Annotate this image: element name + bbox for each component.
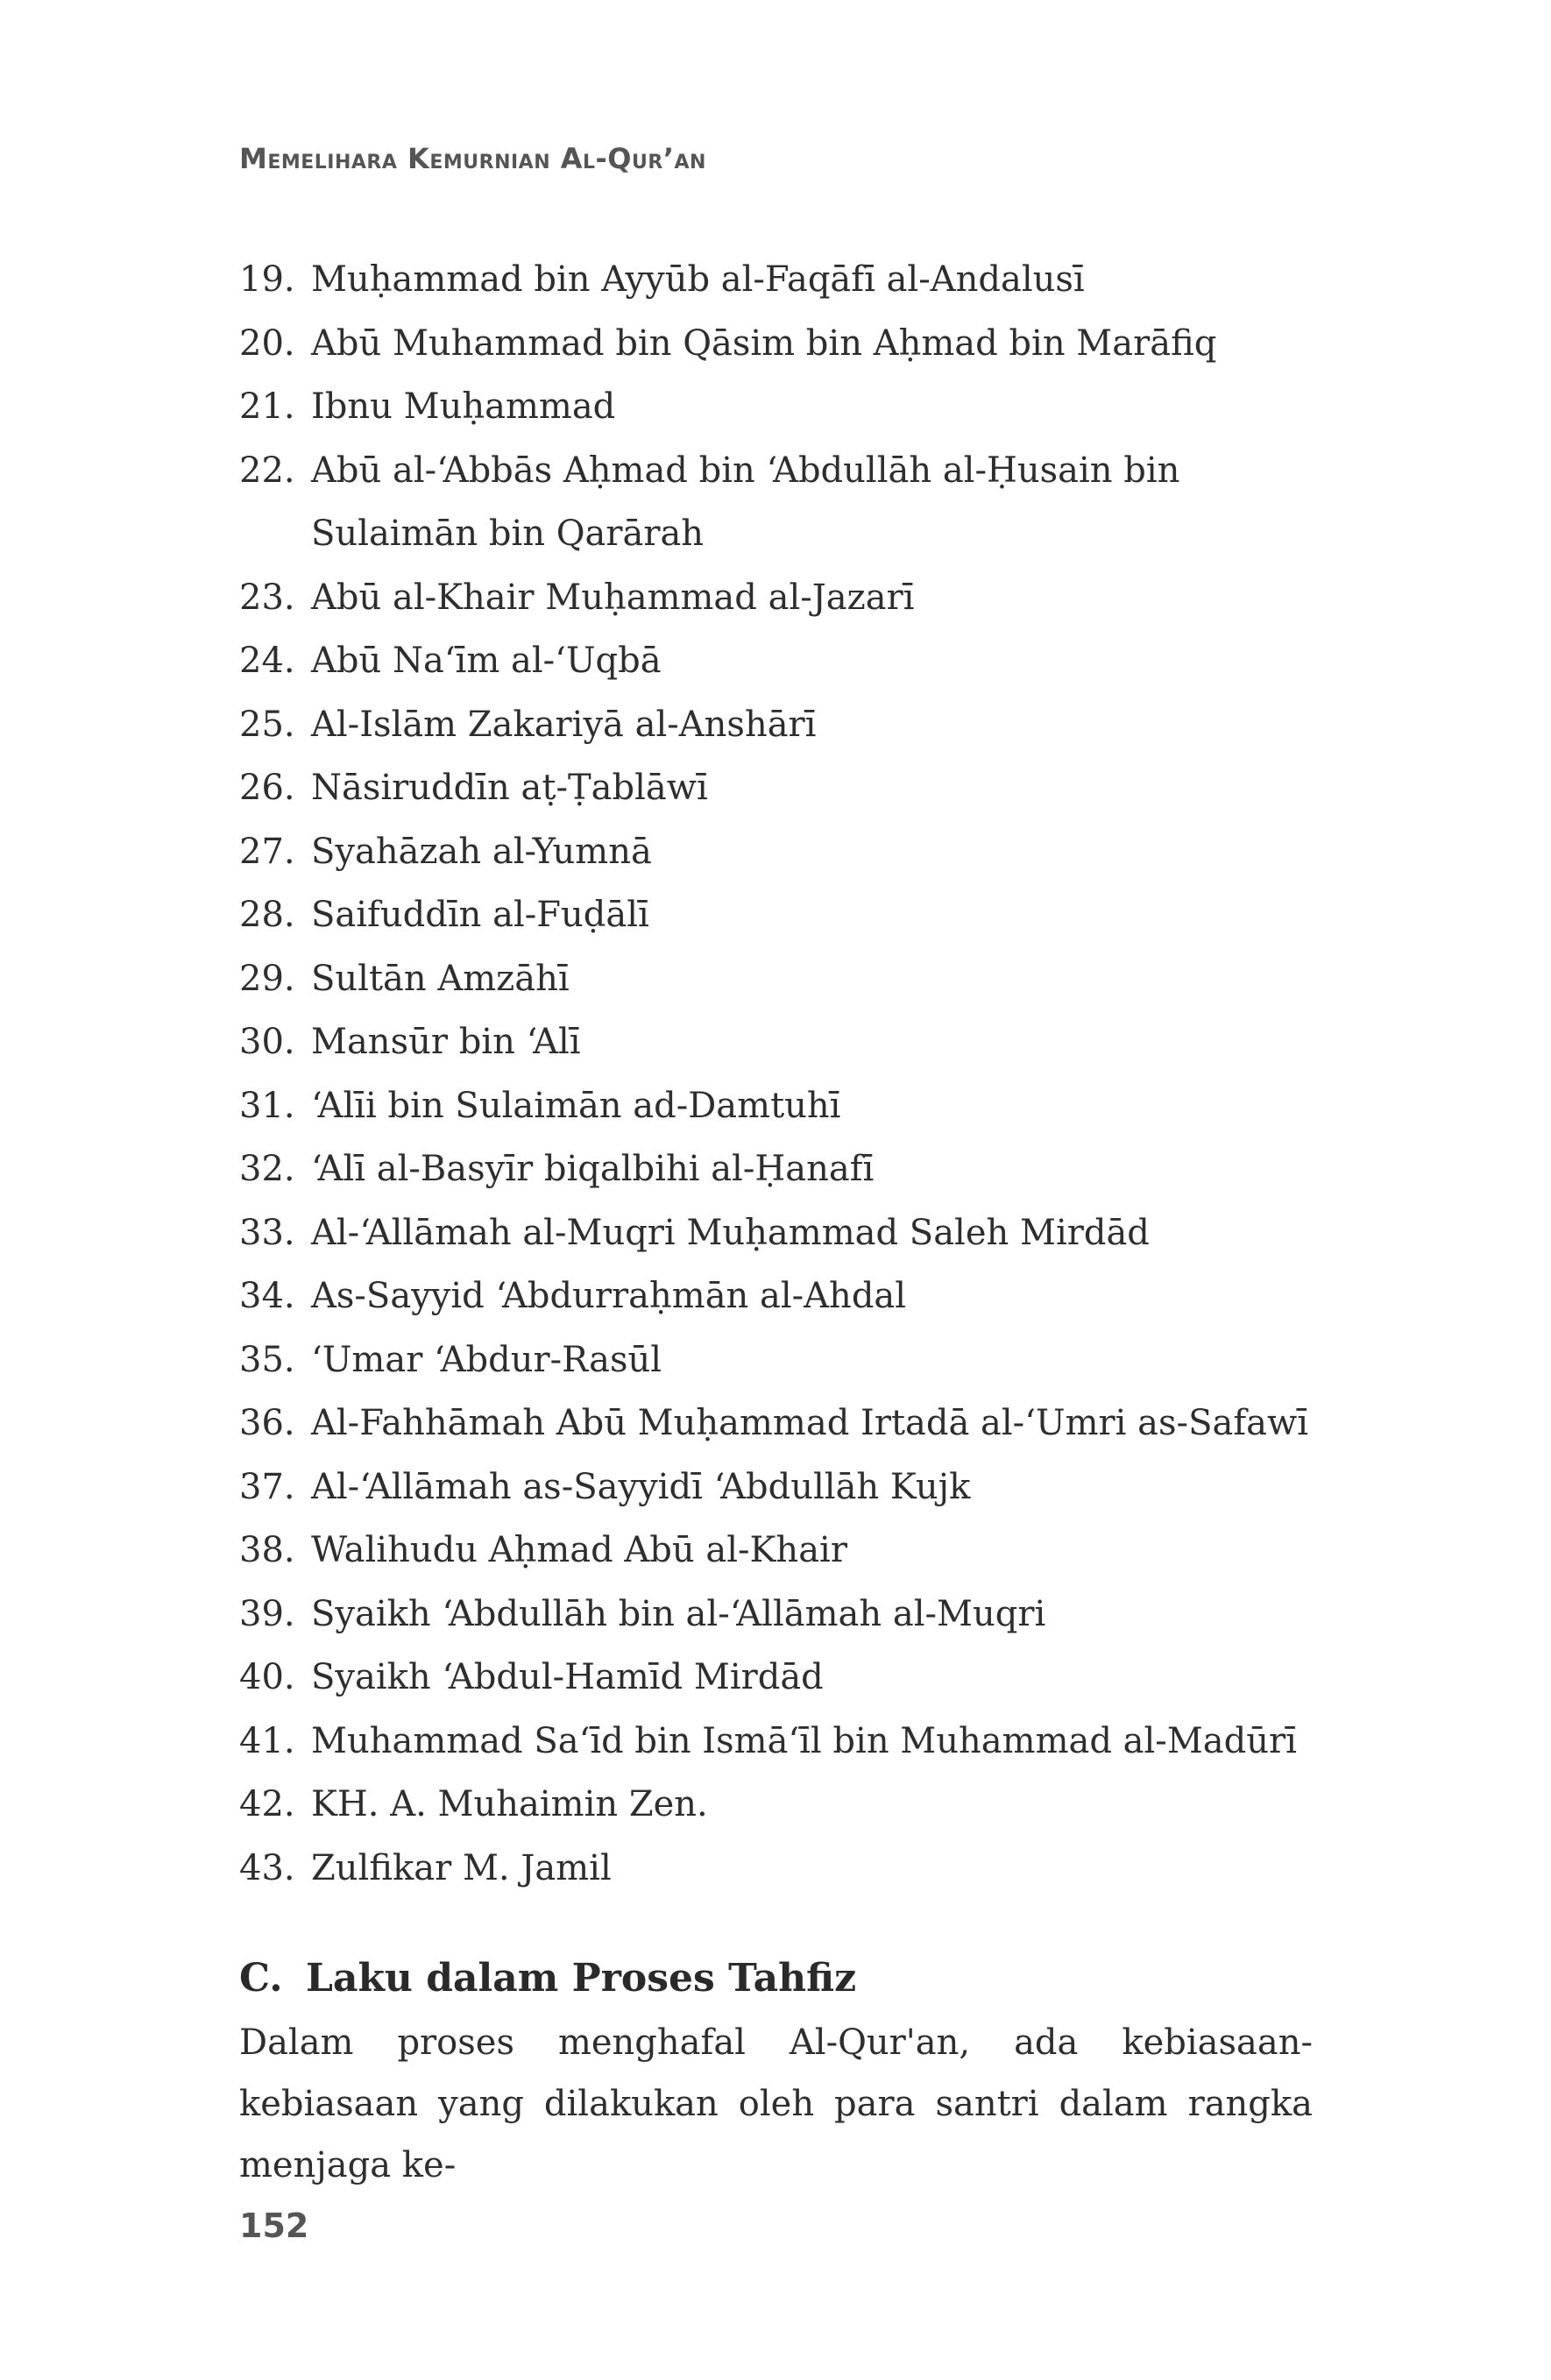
list-item-name: Al-Fahhāmah Abū Muḥammad Irtadā al-‘Umri as-Safawī xyxy=(311,1403,1309,1443)
list-item xyxy=(239,248,1326,312)
list-item-number: 31. xyxy=(239,1085,295,1126)
list-item-number: 36. xyxy=(239,1403,295,1443)
list-item-name: ‘Alī al-Basyīr biqalbihi al-Ḥanafī xyxy=(311,1149,875,1189)
list-item xyxy=(239,1710,1326,1774)
section-title: Laku dalam Proses Tahfiz xyxy=(306,1956,857,2001)
list-item-name: ‘Alīi bin Sulaimān ad-Damtuhī xyxy=(311,1085,841,1126)
list-item-name: As-Sayyid ‘Abdurraḥmān al-Ahdal xyxy=(311,1276,907,1316)
list-item-number: 24. xyxy=(239,641,295,681)
list-item-number: 26. xyxy=(239,768,295,808)
list-item-name: Saifuddīn al-Fuḍālī xyxy=(311,895,649,935)
list-item-number: 35. xyxy=(239,1339,295,1380)
list-item xyxy=(239,947,1326,1011)
list-item xyxy=(239,629,1326,693)
list-item-name: Muhammad Sa‘īd bin Ismā‘īl bin Muhammad al-Madūrī xyxy=(311,1720,1297,1761)
list-item xyxy=(239,1773,1326,1837)
list-item xyxy=(239,1583,1326,1647)
list-item-name: Ibnu Muḥammad xyxy=(311,386,616,427)
list-item-number: 27. xyxy=(239,831,295,872)
list-item-name: Abū al-Khair Muḥammad al-Jazarī xyxy=(311,577,915,618)
list-item xyxy=(239,566,1326,630)
list-item-name: Abū Na‘īm al-‘Uqbā xyxy=(311,641,662,681)
list-item xyxy=(239,375,1326,439)
list-item xyxy=(239,1201,1326,1265)
list-item-number: 38. xyxy=(239,1530,295,1570)
list-item-name: KH. A. Muhaimin Zen. xyxy=(311,1784,708,1824)
list-item-name: Al-‘Allāmah as-Sayyidī ‘Abdullāh Kujk xyxy=(311,1466,971,1507)
page-number: 152 xyxy=(239,2206,309,2245)
list-item-name: Muḥammad bin Ayyūb al-Faqāfī al-Andalusī xyxy=(311,259,1085,300)
list-item-name: Zulfikar M. Jamil xyxy=(311,1847,612,1888)
list-item-number: 23. xyxy=(239,577,295,618)
list-item-name: Abū Muhammad bin Qāsim bin Aḥmad bin Marāfiq xyxy=(311,322,1217,364)
body-paragraph: Dalam proses menghafal Al-Qur'an, ada kebiasaan-kebiasaan yang dilakukan oleh para santri dalam rangka menjaga ke- xyxy=(239,2022,1313,2185)
list-item xyxy=(239,1392,1326,1456)
list-item-number: 22. xyxy=(239,450,295,491)
list-item-name: Mansūr bin ‘Alī xyxy=(311,1022,581,1062)
list-item-number: 42. xyxy=(239,1784,295,1824)
list-item xyxy=(239,1137,1326,1201)
list-item xyxy=(239,693,1326,757)
list-item-name: Syaikh ‘Abdul-Hamīd Mirdād xyxy=(311,1657,824,1697)
list-item-number: 37. xyxy=(239,1466,295,1507)
list-item-number: 28. xyxy=(239,895,295,935)
list-item-name: Walihudu Aḥmad Abū al-Khair xyxy=(311,1530,847,1570)
list-item xyxy=(239,820,1326,884)
list-item xyxy=(239,1010,1326,1074)
list-item-number: 34. xyxy=(239,1276,295,1316)
list-item-name: Al-Islām Zakariyā al-Anshārī xyxy=(311,704,817,745)
list-item-name: Abū al-‘Abbās Aḥmad bin ‘Abdullāh al-Ḥusain bin Sulaimān bin Qarārah xyxy=(311,450,1180,554)
list-item xyxy=(239,1328,1326,1392)
list-item xyxy=(239,439,1326,566)
section-label: C. xyxy=(239,1956,283,2001)
list-item xyxy=(239,756,1326,820)
section-heading xyxy=(239,1947,856,2010)
list-item-number: 43. xyxy=(239,1847,295,1888)
list-item-number: 25. xyxy=(239,704,295,745)
list-item-number: 33. xyxy=(239,1212,295,1253)
list-item-number: 19. xyxy=(239,259,295,300)
list-item xyxy=(239,1456,1326,1519)
list-item-name: ‘Umar ‘Abdur-Rasūl xyxy=(311,1339,662,1380)
list-item xyxy=(239,1646,1326,1710)
list-item xyxy=(239,1837,1326,1901)
list-item-number: 20. xyxy=(239,322,295,364)
list-item-number: 32. xyxy=(239,1149,295,1189)
list-item xyxy=(239,1519,1326,1583)
list-item xyxy=(239,883,1326,947)
list-item-name: Al-‘Allāmah al-Muqri Muḥammad Saleh Mirdād xyxy=(311,1212,1150,1253)
teacher-chain-list xyxy=(239,248,1326,1900)
list-item-number: 39. xyxy=(239,1593,295,1634)
list-item-name: Syahāzah al-Yumnā xyxy=(311,831,652,872)
list-item xyxy=(239,1264,1326,1328)
list-item xyxy=(239,1074,1326,1138)
list-item-name: Syaikh ‘Abdullāh bin al-‘Allāmah al-Muqri xyxy=(311,1593,1046,1634)
list-item-number: 21. xyxy=(239,386,295,427)
running-head: Memelihara Kemurnian Al-Qur’an xyxy=(239,142,706,175)
list-item-name: Sultān Amzāhī xyxy=(311,958,570,999)
list-item-number: 30. xyxy=(239,1022,295,1062)
list-item-number: 41. xyxy=(239,1720,295,1761)
list-item-number: 29. xyxy=(239,958,295,999)
list-item xyxy=(239,312,1326,376)
list-item-number: 40. xyxy=(239,1657,295,1697)
list-item-name: Nāsiruddīn aṭ-Ṭablāwī xyxy=(311,768,708,808)
